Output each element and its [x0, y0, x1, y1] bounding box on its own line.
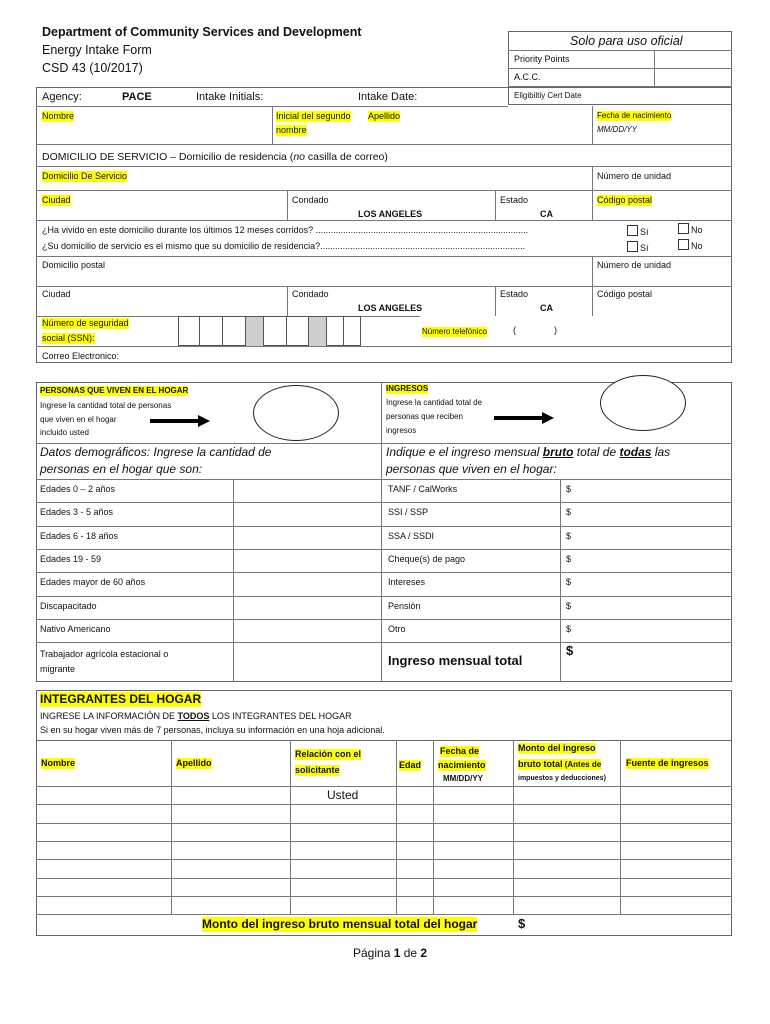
q1-no[interactable]: No [678, 223, 703, 236]
department-title: Department of Community Services and Development [42, 25, 362, 39]
eligibility-label: Eligibiltiy Cert Date [514, 91, 582, 100]
income-amount-input[interactable] [578, 480, 730, 501]
apellido-input[interactable] [368, 122, 591, 142]
members-title: INTEGRANTES DEL HOGAR [40, 692, 202, 706]
mailing-codigo-label: Código postal [597, 289, 653, 299]
mailing-condado-value: LOS ANGELES [358, 303, 423, 313]
col-fecha-1: Fecha de [440, 746, 480, 756]
household-row-label: Nativo Americano [40, 623, 111, 634]
agency-label: Agency: [42, 91, 82, 103]
intake-initials-label: Intake Initials: [196, 91, 264, 103]
form-code: CSD 43 (10/2017) [42, 61, 143, 75]
table-row[interactable] [37, 787, 731, 803]
dollar-sign: $ [566, 530, 572, 541]
condado-label: Condado [292, 195, 329, 205]
income-desc-2: personas que reciben [386, 412, 463, 421]
checkbox-icon[interactable] [678, 239, 689, 250]
ssn-input[interactable] [178, 316, 361, 346]
estado-label: Estado [500, 195, 529, 205]
dollar-sign: $ [566, 507, 572, 518]
ciudad-label: Ciudad [42, 195, 71, 205]
inicial-label-1: Inicial del segundo [276, 111, 351, 121]
demographics-heading-1: Datos demográficos: Ingrese la cantidad de [40, 445, 272, 459]
income-total-input[interactable] [600, 375, 686, 431]
members-total-label: Monto del ingreso bruto mensual total del hogar [202, 917, 478, 931]
col-monto-1: Monto del ingreso [518, 743, 596, 753]
fecha-format: MM/DD/YY [597, 125, 637, 134]
household-desc-3: incluido usted [40, 428, 89, 437]
checkbox-icon[interactable] [678, 223, 689, 234]
intake-date-label: Intake Date: [358, 91, 418, 103]
telefono-label: Número telefónico [422, 327, 487, 336]
members-instructions-2: Si en su hogar viven más de 7 personas, incluya su información en una hoja adicional. [40, 725, 385, 735]
codigo-postal-label: Código postal [597, 195, 653, 205]
table-row[interactable] [37, 842, 731, 858]
checkbox-icon[interactable] [627, 225, 638, 236]
members-total-dollar: $ [518, 916, 526, 931]
condado-value: LOS ANGELES [358, 209, 423, 219]
household-row-label: Edades 0 – 2 años [40, 484, 116, 494]
income-row-label: Intereses [388, 577, 426, 588]
table-row[interactable] [37, 897, 731, 913]
col-fecha-2: nacimiento [438, 760, 486, 770]
income-amount-input[interactable] [578, 503, 730, 524]
form-name: Energy Intake Form [42, 43, 152, 57]
income-total-label: Ingreso mensual total [388, 653, 523, 668]
priority-points-label: Priority Points [514, 54, 570, 64]
household-row-label: Edades 19 - 59 [40, 553, 102, 564]
income-amount-input[interactable] [578, 597, 730, 618]
income-amount-input[interactable] [578, 573, 730, 594]
question-same-address: ¿Su domicilio de servicio es el mismo que su domicilio de residencia?.................................................................................. [42, 241, 526, 251]
household-count-input[interactable] [234, 642, 380, 681]
arrow-right-icon [150, 414, 210, 428]
usted-label: Usted [327, 788, 359, 802]
household-count-input[interactable] [234, 503, 380, 524]
apellido-label: Apellido [368, 111, 401, 121]
household-row-label: Edades 3 - 5 años [40, 507, 114, 518]
correo-label: Correo Electronico: [42, 351, 120, 361]
income-amount-input[interactable] [578, 620, 730, 641]
household-row-label: Discapacitado [40, 600, 97, 611]
mailing-condado-label: Condado [292, 289, 329, 299]
income-heading-2: personas que viven en el hogar: [386, 462, 557, 476]
table-row[interactable] [37, 860, 731, 876]
income-row-label: SSA / SSDI [388, 530, 435, 541]
household-desc-2: que viven en el hogar [40, 415, 117, 424]
nombre-label: Nombre [42, 111, 75, 121]
household-count-input[interactable] [234, 573, 380, 594]
domicilio-postal-label: Domicilio postal [42, 260, 106, 270]
income-desc-1: Ingrese la cantidad total de [386, 398, 483, 407]
income-row-label: Cheque(s) de pago [388, 553, 466, 564]
col-relacion-2: solicitante [295, 765, 340, 775]
household-count-input[interactable] [234, 620, 380, 641]
checkbox-icon[interactable] [627, 241, 638, 252]
ssn-label-2: social (SSN): [42, 333, 95, 343]
nombre-input[interactable] [37, 122, 271, 142]
household-desc-1: Ingrese la cantidad total de personas [40, 401, 172, 410]
income-amount-input[interactable] [578, 550, 730, 571]
dollar-sign: $ [566, 600, 572, 611]
agency-value: PACE [122, 91, 152, 103]
col-monto-3: impuestos y deducciones) [518, 775, 606, 782]
household-count-input[interactable] [234, 550, 380, 571]
income-row-label: Pensión [388, 600, 421, 611]
mailing-ciudad-label: Ciudad [42, 289, 71, 299]
household-count-input[interactable] [234, 480, 380, 501]
correo-input[interactable] [140, 348, 720, 362]
acc-label: A.C.C. [514, 72, 541, 82]
household-row-label: migrante [40, 664, 76, 674]
telefono-input[interactable] [520, 320, 720, 342]
col-apellido: Apellido [176, 758, 212, 768]
income-heading-1: Indique e el ingreso mensual bruto total de todas las [386, 445, 671, 459]
household-row-label: Edades mayor de 60 años [40, 577, 146, 588]
income-row-label: SSI / SSP [388, 507, 429, 518]
mailing-unidad-label: Número de unidad [597, 260, 672, 270]
col-edad: Edad [399, 760, 422, 770]
members-instructions-1: INGRESE LA INFORMACIÓN DE TODOS LOS INTEGRANTES DEL HOGAR [40, 711, 352, 721]
telefono-paren-open: ( [513, 325, 516, 335]
col-relacion-1: Relación con el [295, 749, 362, 759]
q1-yes[interactable]: Sí [627, 225, 649, 238]
dollar-sign: $ [566, 623, 572, 634]
q2-no[interactable]: No [678, 239, 703, 252]
income-total-dollar: $ [566, 643, 574, 658]
dollar-sign: $ [566, 577, 572, 588]
dollar-sign: $ [566, 553, 572, 564]
domicilio-servicio-label: Domicilio De Servicio [42, 171, 128, 181]
income-title: INGRESOS [386, 384, 429, 393]
income-row-label: Otro [388, 623, 406, 634]
demographics-heading-2: personas en el hogar que son: [40, 462, 203, 476]
income-amount-input[interactable] [578, 527, 730, 548]
ssn-label-1: Número de seguridad [42, 318, 129, 328]
mailing-estado-value: CA [540, 303, 553, 313]
estado-value: CA [540, 209, 553, 219]
mailing-estado-label: Estado [500, 289, 529, 299]
page-number: Página 1 de 2 [353, 946, 428, 960]
col-fecha-3: MM/DD/YY [443, 774, 483, 783]
household-row-label: Edades 6 - 18 años [40, 530, 119, 541]
acc-input[interactable] [655, 69, 731, 86]
question-lived-12-months: ¿Ha vivido en este domicilio durante los últimos 12 meses corridos? ..................................................................................... [42, 225, 529, 235]
official-use-title: Solo para uso oficial [570, 34, 683, 48]
arrow-right-icon [494, 411, 554, 425]
priority-points-input[interactable] [655, 51, 731, 68]
income-desc-3: ingresos [386, 426, 417, 435]
members-total-input[interactable] [532, 915, 730, 935]
income-row-label: TANF / CalWorks [388, 484, 458, 494]
inicial-label-2: nombre [276, 125, 307, 135]
q2-yes[interactable]: Sí [627, 241, 649, 254]
household-count-input[interactable] [234, 527, 380, 548]
col-fuente: Fuente de ingresos [626, 758, 709, 768]
household-title: PERSONAS QUE VIVEN EN EL HOGAR [40, 386, 189, 395]
household-total-input[interactable] [253, 385, 339, 441]
service-address-title: DOMICILIO DE SERVICIO – Domicilio de residencia (no casilla de correo) [42, 151, 388, 163]
table-row[interactable] [37, 805, 731, 821]
dollar-sign: $ [566, 484, 572, 494]
fecha-nacimiento-label: Fecha de nacimiento [597, 111, 672, 120]
household-count-input[interactable] [234, 597, 380, 618]
col-nombre: Nombre [41, 758, 76, 768]
col-monto-2: bruto total (Antes de [518, 759, 602, 769]
unidad-label: Número de unidad [597, 171, 672, 181]
income-total-amount-input[interactable] [580, 643, 730, 681]
table-row[interactable] [37, 824, 731, 840]
table-row[interactable] [37, 879, 731, 895]
telefono-paren-close: ) [554, 325, 557, 335]
household-row-label: Trabajador agrícola estacional o [40, 649, 169, 659]
